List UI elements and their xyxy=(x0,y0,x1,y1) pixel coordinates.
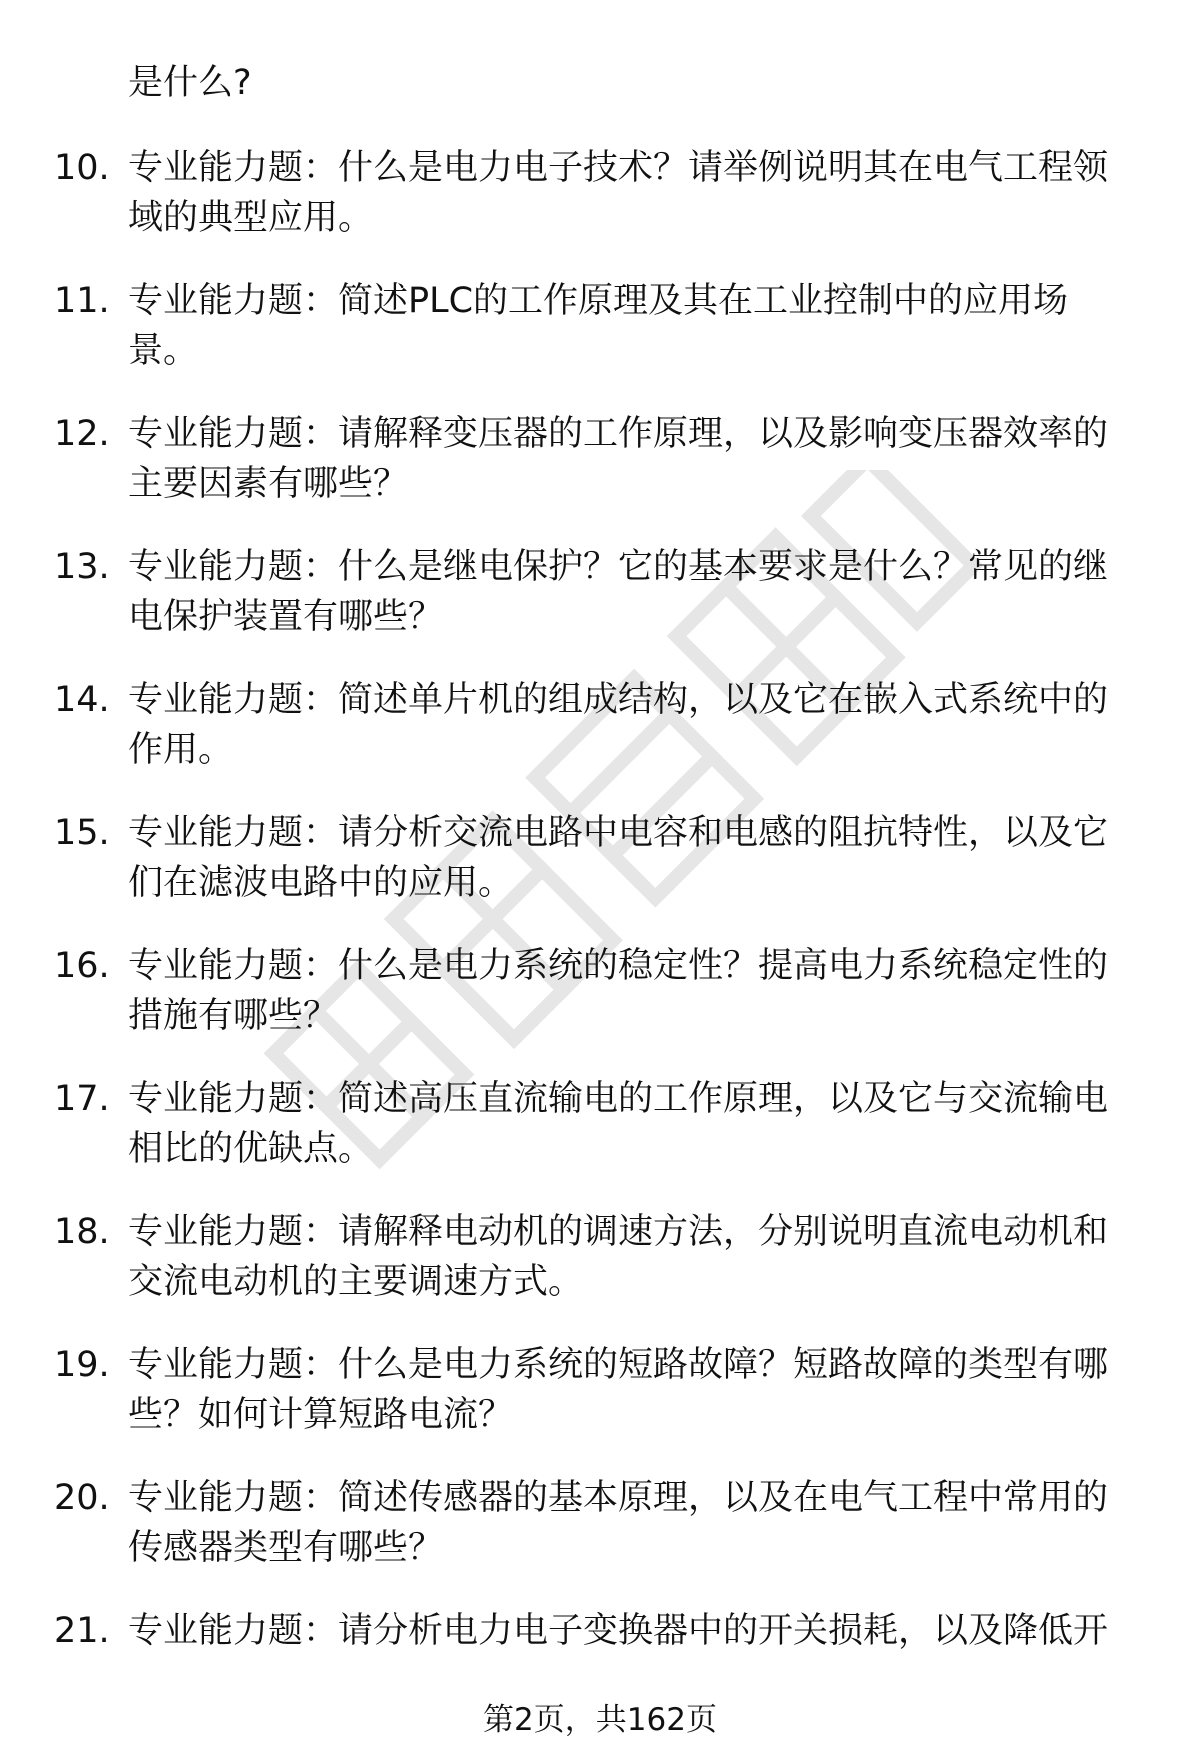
item-text: 专业能力题：请解释变压器的工作原理，以及影响变压器效率的主要因素有哪些？ xyxy=(128,414,1109,504)
list-item xyxy=(0,1074,1200,1207)
continued-question-text: 是什么? xyxy=(128,63,252,103)
item-number: 16. xyxy=(54,946,110,986)
item-text: 专业能力题：简述传感器的基本原理，以及在电气工程中常用的传感器类型有哪些？ xyxy=(128,1478,1109,1568)
item-number: 13. xyxy=(54,547,110,587)
item-text: 专业能力题：什么是电力系统的稳定性？提高电力系统稳定性的措施有哪些？ xyxy=(128,946,1109,1036)
page-indicator: 第2页，共162页 xyxy=(483,1702,717,1738)
item-text: 专业能力题：简述单片机的组成结构，以及它在嵌入式系统中的作用。 xyxy=(128,680,1109,770)
item-number: 14. xyxy=(54,680,110,720)
item-text: 专业能力题：什么是电力系统的短路故障？短路故障的类型有哪些？如何计算短路电流？ xyxy=(128,1345,1109,1435)
item-number: 15. xyxy=(54,813,110,853)
list-item xyxy=(0,542,1200,675)
list-item xyxy=(0,941,1200,1074)
item-text: 专业能力题：简述高压直流输电的工作原理，以及它与交流输电相比的优缺点。 xyxy=(128,1079,1109,1169)
item-text: 专业能力题：什么是继电保护？它的基本要求是什么？常见的继电保护装置有哪些？ xyxy=(128,547,1109,637)
list-item xyxy=(0,276,1200,409)
list-item xyxy=(0,1473,1200,1606)
list-item xyxy=(0,1207,1200,1340)
list-item xyxy=(0,808,1200,941)
item-number: 17. xyxy=(54,1079,110,1119)
list-item xyxy=(0,143,1200,276)
question-list xyxy=(0,143,1200,1739)
list-item xyxy=(0,1340,1200,1473)
item-text: 专业能力题：简述PLC的工作原理及其在工业控制中的应用场景。 xyxy=(128,281,1069,371)
item-text: 专业能力题：什么是电力电子技术？请举例说明其在电气工程领域的典型应用。 xyxy=(128,148,1109,238)
list-item xyxy=(0,675,1200,808)
item-number: 11. xyxy=(54,281,110,321)
item-number: 12. xyxy=(54,414,110,454)
item-number: 18. xyxy=(54,1212,110,1252)
item-text: 专业能力题：请解释电动机的调速方法，分别说明直流电动机和交流电动机的主要调速方式。 xyxy=(128,1212,1109,1302)
list-item xyxy=(0,409,1200,542)
item-number: 20. xyxy=(54,1478,110,1518)
item-text: 专业能力题：请分析电力电子变换器中的开关损耗，以及降低开 xyxy=(128,1611,1109,1651)
item-text: 专业能力题：请分析交流电路中电容和电感的阻抗特性，以及它们在滤波电路中的应用。 xyxy=(128,813,1109,903)
item-number: 21. xyxy=(54,1611,110,1651)
item-number: 19. xyxy=(54,1345,110,1385)
item-number: 10. xyxy=(54,148,110,188)
